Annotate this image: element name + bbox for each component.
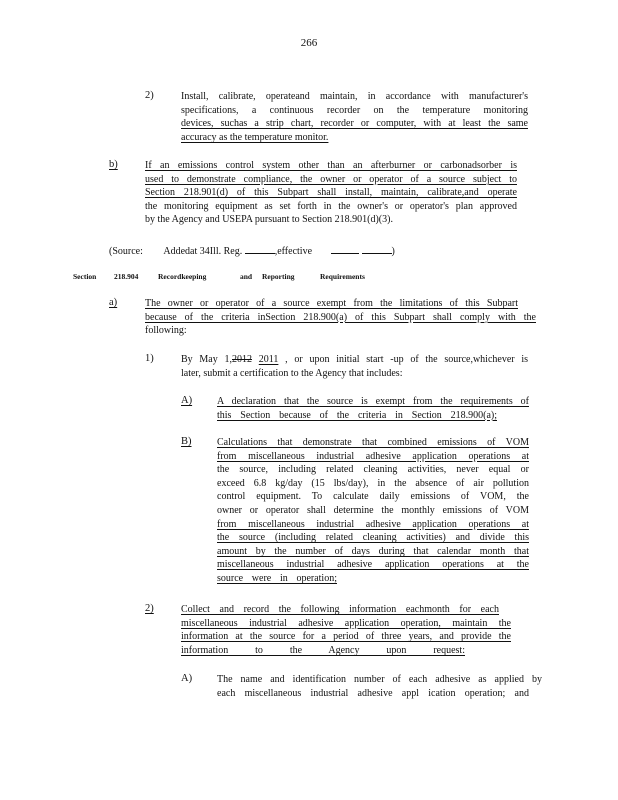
- text-line-underlined: amount by the number of days during that calendar month that: [217, 545, 529, 557]
- text-line: The name and identification number of each adhesive as applied by: [217, 674, 542, 685]
- text-line: control equipment. To calculate daily emissions of VOM, the: [217, 491, 529, 503]
- section-title-word: Reporting: [262, 272, 295, 281]
- text-line-underlined: the source (including related cleaning activities) and divide this: [217, 532, 529, 544]
- item-label: 1): [145, 353, 154, 364]
- date-suffix: , or upon initial start -up of the source,whichever is: [285, 354, 529, 365]
- text-line-underlined: source were in operation;: [217, 572, 337, 584]
- item-label: b): [109, 159, 118, 170]
- text-line: by the Agency and USEPA pursuant to Section 218.901(d)(3).: [145, 214, 393, 226]
- blank-line: [245, 243, 275, 254]
- text-line-underlined: because of the criteria inSection 218.900(a) of this Subpart shall comply with the: [145, 311, 536, 323]
- item-label: A): [181, 673, 193, 684]
- paragraph-item-2-top: [181, 90, 528, 144]
- text-line: each miscellaneous industrial adhesive appl ication operation; and: [217, 687, 529, 699]
- text-line: following:: [145, 325, 187, 337]
- deleted-year: 2012: [232, 354, 252, 365]
- text-line-underlined: Collect and record the following information eachmonth for each: [181, 604, 499, 615]
- text-line: the source, including related cleaning activities, never equal or: [217, 464, 529, 476]
- text-line: [181, 353, 528, 367]
- text-line-underlined: used to demonstrate compliance, the owner or operator of a source subject to: [145, 173, 517, 185]
- text-line: owner or operator shall determine the monthly emissions of VOM: [217, 504, 529, 516]
- text-line-underlined: information to the Agency upon request:: [181, 644, 465, 656]
- paragraph-item-2: [181, 603, 511, 657]
- text-line: exceed 6.8 kg/day (15 lbs/day), in the absence of air pollution: [217, 477, 529, 489]
- item-label: A): [181, 395, 193, 406]
- text-line: the monitoring equipment as set forth in the owner's or operator's plan approved: [145, 200, 517, 212]
- section-title-word: Recordkeeping: [158, 272, 207, 281]
- page-number: 266: [300, 37, 318, 49]
- text-line: Install, calibrate, operateand maintain, in accordance with manufacturer's: [181, 91, 528, 102]
- text-line-underlined: information at the source for a period of three years, and provide the: [181, 631, 511, 643]
- date-prefix: By May 1,: [181, 354, 232, 365]
- paragraph-item-A1: [217, 395, 529, 422]
- text-line-underlined: Section 218.901(d) of this Subpart shall install, maintain, calibrate,and operate: [145, 187, 517, 199]
- source-prefix: (Source:: [109, 246, 143, 257]
- paragraph-item-B1: [217, 436, 529, 586]
- text-line-underlined: If an emissions control system other than an afterburner or carbonadsorber is: [145, 160, 517, 171]
- text-line-underlined: devices, suchas a strip chart, recorder or computer, with at least the same: [181, 118, 528, 130]
- text-line: later, submit a certification to the Agency that includes:: [181, 367, 403, 379]
- source-suffix: ): [391, 246, 395, 257]
- item-label: B): [181, 436, 192, 447]
- text-line-underlined: accuracy as the temperature monitor.: [181, 131, 329, 143]
- section-number: 218.904: [114, 272, 139, 281]
- text-line-underlined: miscellaneous industrial adhesive application operation, maintain the: [181, 617, 511, 629]
- text-line-underlined: from miscellaneous industrial adhesive application operations at: [217, 518, 529, 530]
- source-added-text: Addedat 34Ill. Reg.: [163, 246, 243, 257]
- inserted-year: 2011: [258, 354, 279, 365]
- item-label: 2): [145, 603, 154, 614]
- paragraph-item-1: [181, 353, 528, 380]
- source-note: [109, 243, 429, 259]
- blank-line: [331, 243, 359, 254]
- paragraph-item-a: [145, 297, 536, 338]
- item-label: a): [109, 297, 118, 308]
- section-title-word: Requirements: [320, 272, 365, 281]
- source-effective: ,effective: [274, 246, 313, 257]
- item-label: 2): [145, 90, 154, 101]
- text-line-underlined: from miscellaneous industrial adhesive application operations at: [217, 450, 529, 462]
- section-title-word: and: [240, 272, 253, 281]
- paragraph-item-A2: [217, 673, 542, 700]
- text-line-underlined: Calculations that demonstrate that combined emissions of VOM: [217, 437, 529, 448]
- text-line-underlined: miscellaneous industrial adhesive application operations at the: [217, 559, 529, 571]
- section-word: Section: [73, 272, 97, 281]
- paragraph-item-b: [145, 159, 517, 227]
- text-line-underlined: The owner or operator of a source exempt from the limitations of this Subpart: [145, 298, 518, 309]
- blank-line: [362, 243, 392, 254]
- text-line-underlined: this Section because of the criteria in Section 218.900(a);: [217, 409, 497, 421]
- text-line-underlined: A declaration that the source is exempt from the requirements of: [217, 396, 529, 407]
- text-line: specifications, a continuous recorder on the temperature monitoring: [181, 104, 528, 116]
